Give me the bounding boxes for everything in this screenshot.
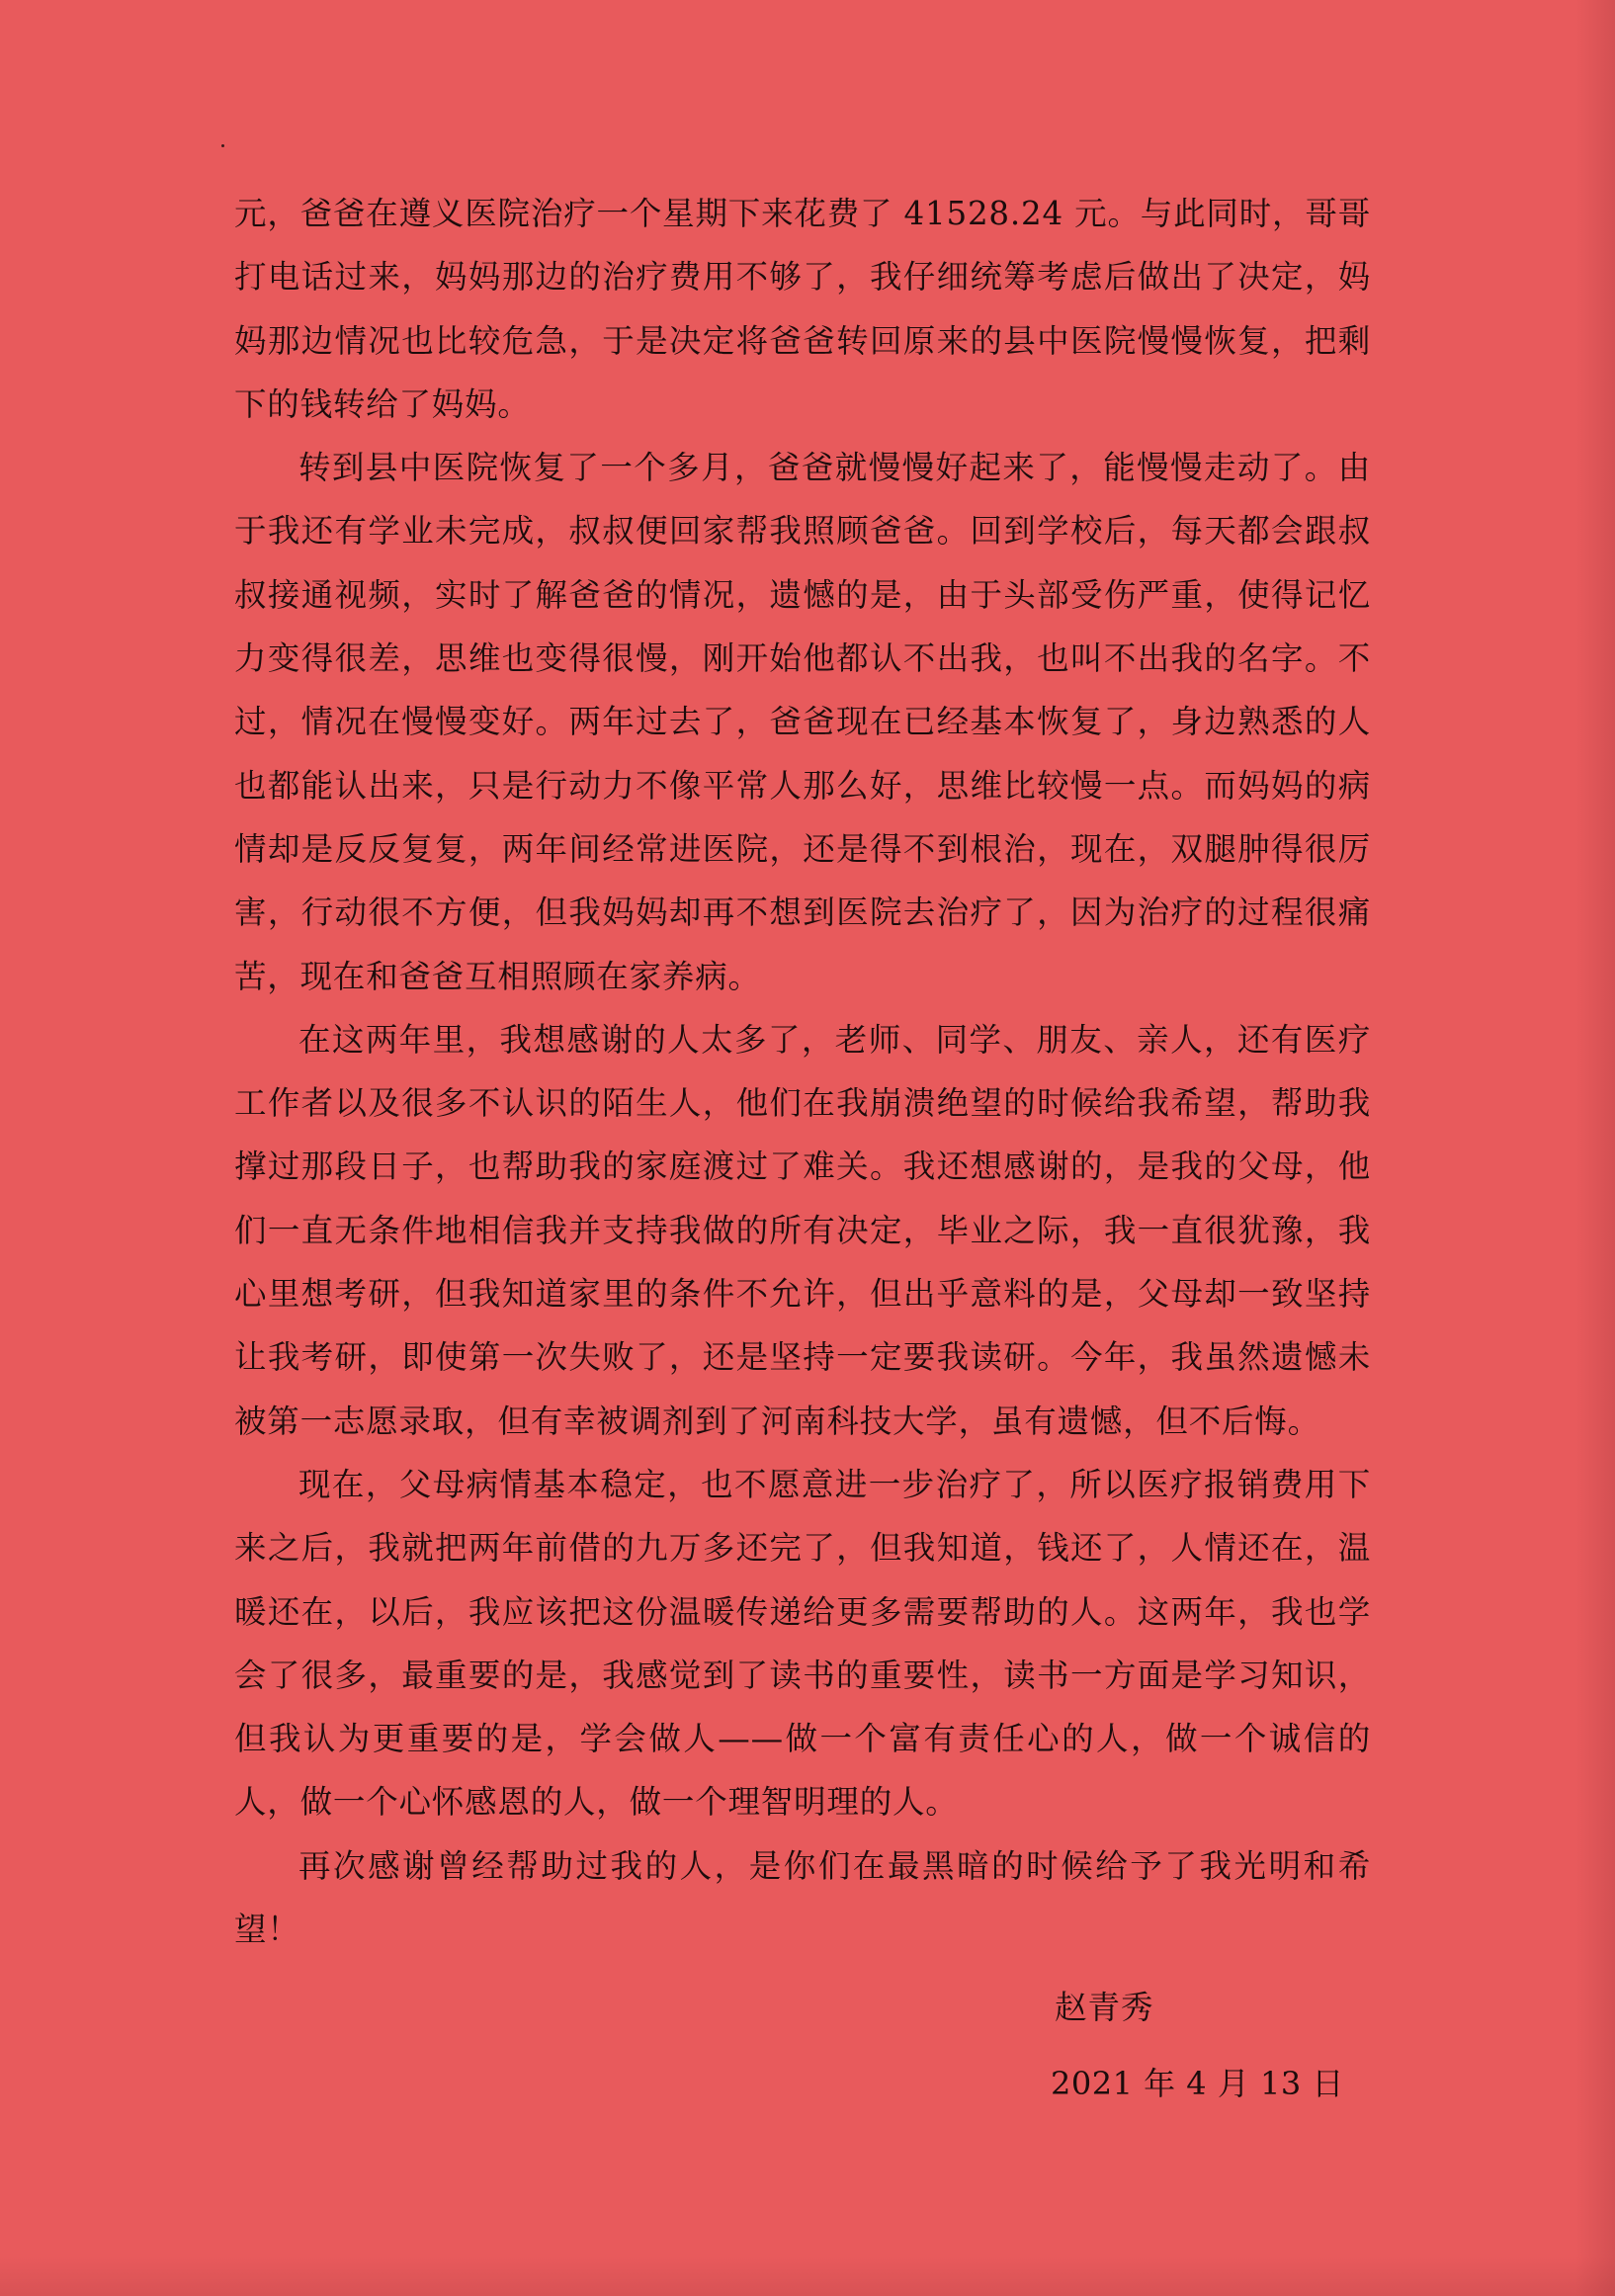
paragraph-5: 再次感谢曾经帮助过我的人，是你们在最黑暗的时候给予了我光明和希望！ [234,1846,1371,1949]
paragraph-1: 元，爸爸在遵义医院治疗一个星期下来花费了 41528.24 元。与此同时，哥哥打电话过来，妈妈那边的治疗费用不够了，我仔细统筹考虑后做出了决定，妈妈那边情况也比较危急，于是决定将爸爸转回原来的县中医院慢慢恢复，把剩下的钱转给了妈妈。 [234,195,1371,423]
page-edge-shadow [1575,0,1615,2296]
paper-speck [221,144,224,147]
paragraph-4: 现在，父母病情基本稳定，也不愿意进一步治疗了，所以医疗报销费用下来之后，我就把两年前借的九万多还完了，但我知道，钱还了，人情还在，温暖还在，以后，我应该把这份温暖传递给更多需要帮助的人。这两年，我也学会了很多，最重要的是，我感觉到了读书的重要性，读书一方面是学习知识，但我认为更重要的是，学会做人——做一个富有责任心的人，做一个诚信的人，做一个心怀感恩的人，做一个理智明理的人。 [234,1465,1371,1822]
paragraph-2: 转到县中医院恢复了一个多月，爸爸就慢慢好起来了，能慢慢走动了。由于我还有学业未完成，叔叔便回家帮我照顾爸爸。回到学校后，每天都会跟叔叔接通视频，实时了解爸爸的情况，遗憾的是，由于头部受伤严重，使得记忆力变得很差，思维也变得很慢，刚开始他都认不出我，也叫不出我的名字。不过，情况在慢慢变好。两年过去了，爸爸现在已经基本恢复了，身边熟悉的人也都能认出来，只是行动力不像平常人那么好，思维比较慢一点。而妈妈的病情却是反反复复，两年间经常进医院，还是得不到根治，现在，双腿肿得很厉害，行动很不方便，但我妈妈却再不想到医院去治疗了，因为治疗的过程很痛苦，现在和爸爸互相照顾在家养病。 [234,449,1371,995]
page-edge-shadow-bottom [0,2256,1615,2296]
signature-date: 2021 年 4 月 13 日 [1051,2065,1344,2102]
paragraph-3: 在这两年里，我想感谢的人太多了，老师、同学、朋友、亲人，还有医疗工作者以及很多不认识的陌生人，他们在我崩溃绝望的时候给我希望，帮助我撑过那段日子，也帮助我的家庭渡过了难关。我还想感谢的，是我的父母，他们一直无条件地相信我并支持我做的所有决定，毕业之际，我一直很犹豫，我心里想考研，但我知道家里的条件不允许，但出乎意料的是，父母却一致坚持让我考研，即使第一次失败了，还是坚持一定要我读研。今年，我虽然遗憾未被第一志愿录取，但有幸被调剂到了河南科技大学，虽有遗憾，但不后悔。 [234,1020,1371,1440]
signature-name: 赵青秀 [1055,1989,1154,2026]
letter-body [234,182,1371,1961]
